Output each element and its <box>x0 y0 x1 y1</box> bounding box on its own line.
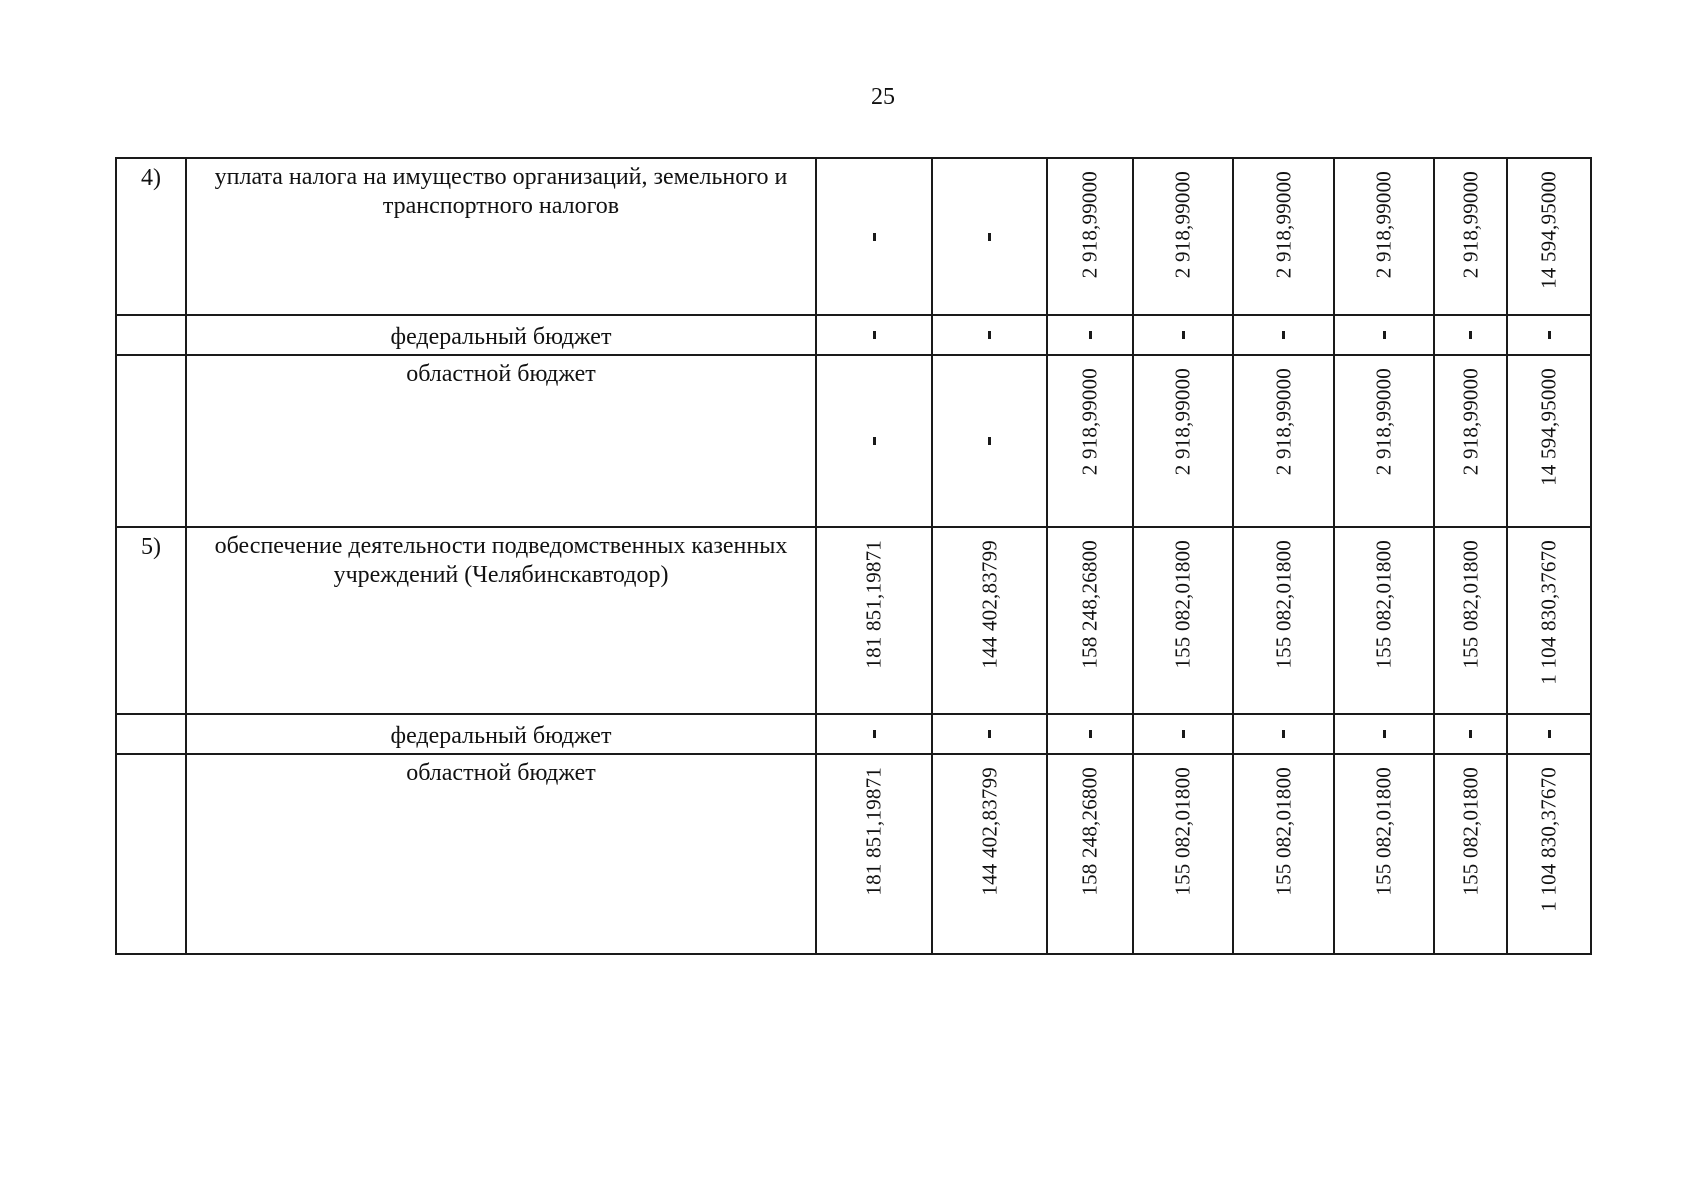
row-number <box>116 315 186 355</box>
dash-mark <box>1282 730 1285 738</box>
value-cell <box>1233 315 1334 355</box>
value-text: 155 082,01800 <box>1458 767 1482 896</box>
row-name: обеспечение деятельности подведомственных казенных учреждений (Челябинскавтодор) <box>186 527 816 714</box>
value-cell <box>1233 527 1334 714</box>
value-text: 1 104 830,37670 <box>1536 540 1561 685</box>
dash-mark <box>988 437 991 445</box>
value-cell <box>1334 355 1434 527</box>
value-text: 2 918,99000 <box>1371 171 1396 279</box>
value-text: 2 918,99000 <box>1077 171 1102 279</box>
dash-mark <box>1182 730 1185 738</box>
value-cell <box>1133 527 1233 714</box>
value-cell <box>1233 754 1334 954</box>
row-name: федеральный бюджет <box>186 714 816 754</box>
value-cell <box>932 754 1047 954</box>
value-text: 144 402,83799 <box>977 540 1001 669</box>
dash-mark <box>988 233 991 241</box>
dash-mark <box>873 233 876 241</box>
dash-mark <box>1548 730 1551 738</box>
value-cell <box>1233 714 1334 754</box>
row-number <box>116 355 186 527</box>
row-name: федеральный бюджет <box>186 315 816 355</box>
value-text: 2 918,99000 <box>1170 171 1195 279</box>
value-cell <box>1133 315 1233 355</box>
budget-table <box>115 157 1592 955</box>
value-text: 181 851,19871 <box>861 767 886 896</box>
value-cell <box>1047 714 1133 754</box>
row-name: областной бюджет <box>186 355 816 527</box>
value-cell <box>1233 355 1334 527</box>
table-row <box>116 315 1591 355</box>
value-cell <box>1334 754 1434 954</box>
table-row <box>116 754 1591 954</box>
value-cell <box>1507 714 1591 754</box>
value-cell <box>1334 158 1434 315</box>
value-cell <box>932 527 1047 714</box>
value-cell <box>1507 527 1591 714</box>
value-cell <box>932 714 1047 754</box>
value-cell <box>1434 355 1507 527</box>
value-cell <box>816 527 932 714</box>
value-cell <box>1507 355 1591 527</box>
value-cell <box>1047 315 1133 355</box>
row-number <box>116 754 186 954</box>
value-cell <box>816 714 932 754</box>
value-cell <box>1334 527 1434 714</box>
dash-mark <box>1469 331 1472 339</box>
value-cell <box>1434 714 1507 754</box>
table-row <box>116 355 1591 527</box>
value-text: 155 082,01800 <box>1170 540 1195 669</box>
value-cell <box>1434 158 1507 315</box>
value-text: 2 918,99000 <box>1458 171 1482 279</box>
value-cell <box>1133 754 1233 954</box>
value-text: 158 248,26800 <box>1077 540 1102 669</box>
value-cell <box>1047 527 1133 714</box>
value-cell <box>816 754 932 954</box>
value-text: 144 402,83799 <box>977 767 1001 896</box>
value-cell <box>816 315 932 355</box>
row-name: областной бюджет <box>186 754 816 954</box>
dash-mark <box>1548 331 1551 339</box>
table-row <box>116 158 1591 315</box>
dash-mark <box>1469 730 1472 738</box>
value-cell <box>1507 315 1591 355</box>
table-row <box>116 527 1591 714</box>
dash-mark <box>873 730 876 738</box>
dash-mark <box>1383 331 1386 339</box>
value-cell <box>1334 315 1434 355</box>
value-text: 181 851,19871 <box>861 540 886 669</box>
value-cell <box>932 355 1047 527</box>
dash-mark <box>873 331 876 339</box>
value-text: 155 082,01800 <box>1271 540 1295 669</box>
value-cell <box>932 315 1047 355</box>
table-row <box>116 714 1591 754</box>
value-cell <box>1507 754 1591 954</box>
value-text: 155 082,01800 <box>1458 540 1482 669</box>
value-text: 14 594,95000 <box>1536 368 1561 486</box>
value-text: 2 918,99000 <box>1271 368 1295 476</box>
value-text: 2 918,99000 <box>1077 368 1102 476</box>
value-cell <box>1133 158 1233 315</box>
value-text: 2 918,99000 <box>1371 368 1396 476</box>
value-text: 1 104 830,37670 <box>1536 767 1561 912</box>
value-text: 14 594,95000 <box>1536 171 1561 289</box>
value-text: 155 082,01800 <box>1271 767 1295 896</box>
dash-mark <box>988 331 991 339</box>
value-cell <box>1133 714 1233 754</box>
dash-mark <box>1383 730 1386 738</box>
value-cell <box>1047 355 1133 527</box>
row-number <box>116 714 186 754</box>
value-text: 155 082,01800 <box>1371 767 1396 896</box>
value-cell <box>1434 315 1507 355</box>
value-text: 2 918,99000 <box>1271 171 1295 279</box>
dash-mark <box>1089 730 1092 738</box>
dash-mark <box>1089 331 1092 339</box>
value-cell <box>1133 355 1233 527</box>
value-cell <box>1233 158 1334 315</box>
page-number: 25 <box>871 84 895 110</box>
dash-mark <box>873 437 876 445</box>
dash-mark <box>1282 331 1285 339</box>
value-text: 2 918,99000 <box>1170 368 1195 476</box>
value-cell <box>932 158 1047 315</box>
value-cell <box>1047 158 1133 315</box>
value-text: 158 248,26800 <box>1077 767 1102 896</box>
value-cell <box>1507 158 1591 315</box>
row-name: уплата налога на имущество организаций, земельного и транспортного налогов <box>186 158 816 315</box>
value-cell <box>816 158 932 315</box>
value-text: 155 082,01800 <box>1170 767 1195 896</box>
dash-mark <box>1182 331 1185 339</box>
value-cell <box>1334 714 1434 754</box>
dash-mark <box>988 730 991 738</box>
row-number: 4) <box>116 158 186 315</box>
value-text: 2 918,99000 <box>1458 368 1482 476</box>
value-cell <box>1047 754 1133 954</box>
row-number: 5) <box>116 527 186 714</box>
value-cell <box>1434 527 1507 714</box>
value-text: 155 082,01800 <box>1371 540 1396 669</box>
value-cell <box>1434 754 1507 954</box>
value-cell <box>816 355 932 527</box>
